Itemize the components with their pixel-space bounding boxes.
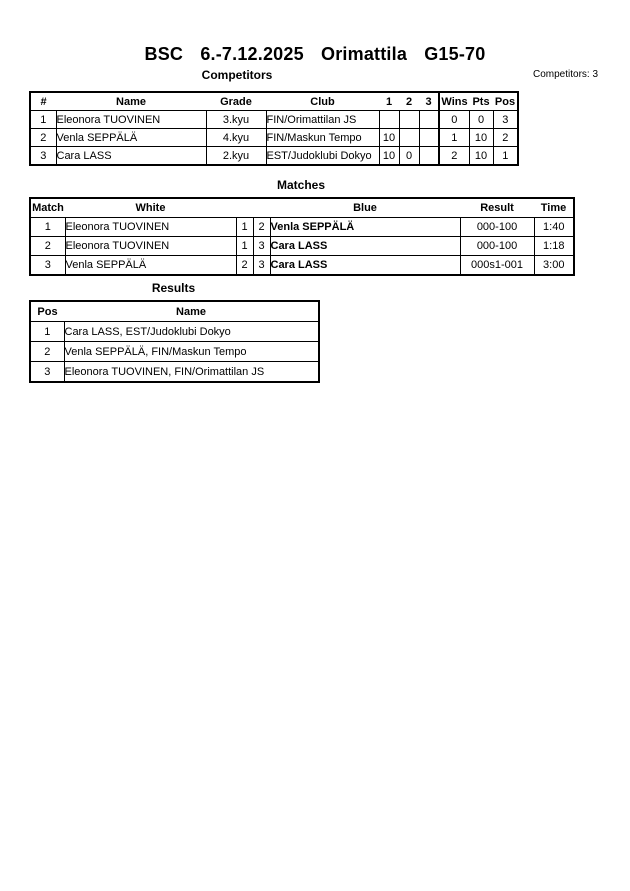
competitor-score-round-2 [399,111,419,129]
match-blue-name: Cara LASS [270,256,460,276]
competitor-pts: 10 [469,147,493,166]
result-pos: 1 [30,322,64,342]
match-row [30,218,574,237]
competitor-score-round-1 [379,111,399,129]
matches-header-result: Result [460,198,534,218]
competitors-count-label: Competitors: 3 [533,69,599,80]
competitor-club: EST/Judoklubi Dokyo [266,147,379,166]
competitor-number: 1 [30,111,56,129]
result-row [30,322,319,342]
competitor-name: Venla SEPPÄLÄ [56,129,206,147]
results-section-label: Results [151,281,196,295]
match-result: 000-100 [460,218,534,237]
competitor-club: FIN/Maskun Tempo [266,129,379,147]
competitors-header-number: # [30,92,56,111]
match-row [30,237,574,256]
competitor-score-round-3 [419,147,439,166]
competitor-wins: 0 [439,111,469,129]
match-number: 1 [30,218,65,237]
match-white-name: Eleonora TUOVINEN [65,237,236,256]
match-white-competitor-number: 1 [236,237,253,256]
matches-section-label: Matches [276,178,326,192]
competitor-row [30,129,518,147]
match-white-name: Eleonora TUOVINEN [65,218,236,237]
matches-header-match: Match [30,198,65,218]
matches-header-row [30,198,574,218]
competitors-header-round-1: 1 [379,92,399,111]
competitor-number: 2 [30,129,56,147]
match-time: 1:40 [534,218,574,237]
competitor-score-round-3 [419,129,439,147]
competitor-score-round-2: 0 [399,147,419,166]
competitors-header-grade: Grade [206,92,266,111]
competitors-header-round-2: 2 [399,92,419,111]
result-name: Venla SEPPÄLÄ, FIN/Maskun Tempo [64,342,319,362]
matches-header-blue: Blue [270,198,460,218]
match-blue-competitor-number: 3 [253,237,270,256]
competitor-score-round-2 [399,129,419,147]
competitors-header-pts: Pts [469,92,493,111]
competitor-pos: 1 [493,147,518,166]
result-row [30,342,319,362]
results-header-name: Name [64,301,319,322]
competitor-grade: 4.kyu [206,129,266,147]
competitor-grade: 2.kyu [206,147,266,166]
competitors-header-row [30,92,518,111]
match-number: 3 [30,256,65,276]
page-title: BSC 6.-7.12.2025 Orimattila G15-70 [144,44,486,64]
competitor-pos: 2 [493,129,518,147]
competitor-number: 3 [30,147,56,166]
competitor-pts: 10 [469,129,493,147]
competitor-row [30,111,518,129]
competitors-header-round-3: 3 [419,92,439,111]
competitor-pts: 0 [469,111,493,129]
matches-header-white: White [65,198,236,218]
matches-header-white-number [236,198,253,218]
competitor-wins: 1 [439,129,469,147]
competitor-score-round-1: 10 [379,129,399,147]
competitors-section-label: Competitors [201,68,273,82]
match-result: 000-100 [460,237,534,256]
competitors-header-wins: Wins [439,92,469,111]
match-result: 000s1-001 [460,256,534,276]
match-row [30,256,574,276]
competitors-header-pos: Pos [493,92,518,111]
result-pos: 3 [30,362,64,383]
match-white-competitor-number: 2 [236,256,253,276]
match-number: 2 [30,237,65,256]
results-header-row [30,301,319,322]
result-pos: 2 [30,342,64,362]
competitor-grade: 3.kyu [206,111,266,129]
competitor-pos: 3 [493,111,518,129]
competitor-club: FIN/Orimattilan JS [266,111,379,129]
competitor-score-round-1: 10 [379,147,399,166]
competitors-header-name: Name [56,92,206,111]
match-blue-competitor-number: 2 [253,218,270,237]
competitor-name: Eleonora TUOVINEN [56,111,206,129]
match-blue-competitor-number: 3 [253,256,270,276]
competitors-header-club: Club [266,92,379,111]
match-time: 3:00 [534,256,574,276]
result-name: Cara LASS, EST/Judoklubi Dokyo [64,322,319,342]
matches-header-blue-number [253,198,270,218]
result-row [30,362,319,383]
match-time: 1:18 [534,237,574,256]
competitors-table [29,91,519,166]
match-blue-name: Cara LASS [270,237,460,256]
results-table [29,300,320,383]
matches-header-time: Time [534,198,574,218]
competitor-row [30,147,518,166]
match-white-competitor-number: 1 [236,218,253,237]
competitor-score-round-3 [419,111,439,129]
matches-table [29,197,575,276]
match-white-name: Venla SEPPÄLÄ [65,256,236,276]
results-header-pos: Pos [30,301,64,322]
competitor-name: Cara LASS [56,147,206,166]
competitor-wins: 2 [439,147,469,166]
match-blue-name: Venla SEPPÄLÄ [270,218,460,237]
result-name: Eleonora TUOVINEN, FIN/Orimattilan JS [64,362,319,383]
